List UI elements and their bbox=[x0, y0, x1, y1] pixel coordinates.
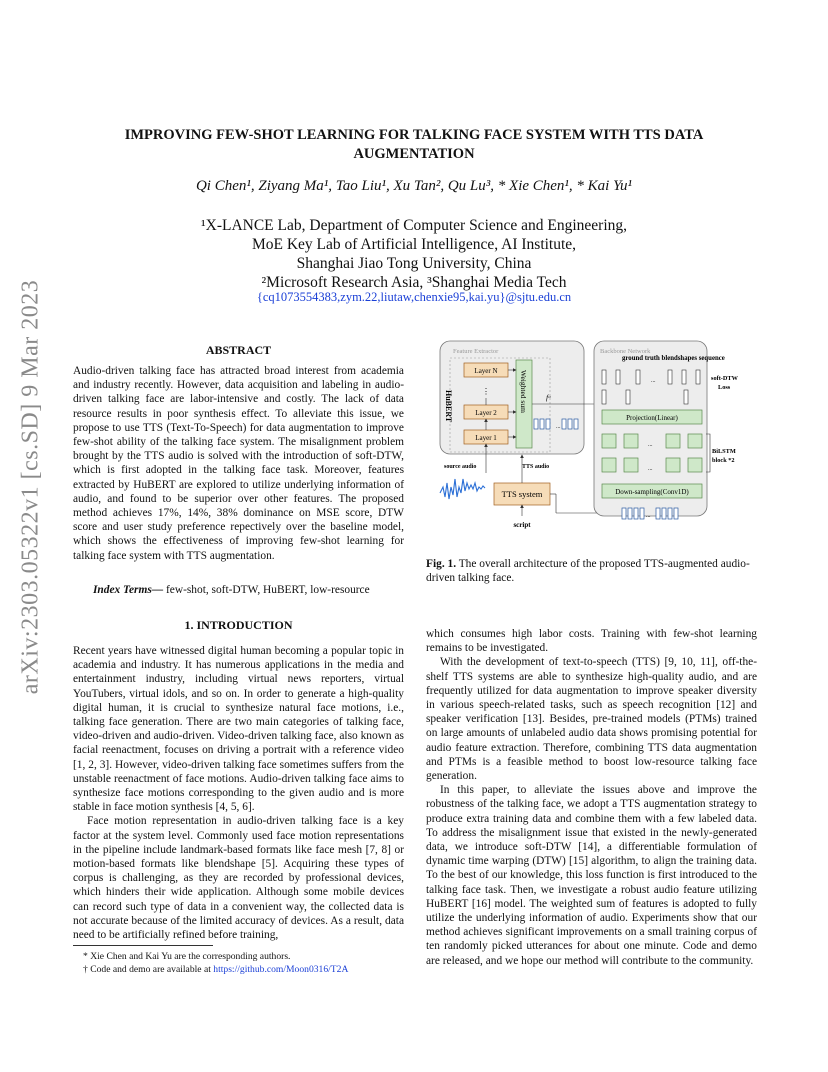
intro-heading: 1. INTRODUCTION bbox=[184, 618, 293, 632]
hubert-label: HuBERT bbox=[444, 390, 453, 423]
affil-line-2: MoE Key Lab of Artificial Intelligence, AI Institute, bbox=[251, 236, 577, 253]
figure-caption bbox=[426, 557, 757, 585]
ground-truth-label: ground truth blendshapes sequence bbox=[622, 355, 725, 362]
affil-line-1: ¹X-LANCE Lab, Department of Computer Science and Engineering, bbox=[200, 217, 628, 234]
intro-paragraph-1: Recent years have witnessed digital human becoming a popular topic in academia and industry. It has numerous applications in the media and entertainment industry, including virtual news reporters, virtual YouTubers, virtual idols, and so on. In order to generate a high-quality digital human, it is crucial to synthesize natural face motions, i.e., talking face generation. There are two main categories of talking face, video-driven and audio-driven. Video-driven talking face, also known as facial reenactment, focuses on driving a portrait with a reference video [1, 2, 3]. However, video-driven talking face sometimes suffers from the unstable reenactment of face motions. Audio-driven talking face aims to synthesize face motions corresponding to the given audio and is more stable in face motion synthesis [4, 5, 6]. bbox=[73, 645, 404, 814]
paper-title bbox=[60, 126, 768, 164]
intro-paragraph-4: With the development of text-to-speech (TTS) [9, 10, 11], off-the-shelf TTS systems are able to synthesize high-quality audio, and are frequently utilized for data augmentation to improve speaker diversity in various speech-related tasks, such as speech recognition [12] and speaker verification [13]. Besides, pre-trained models (PTMs) trained on large amounts of unlabeled audio data shows promising potential for audio feature extraction. Therefore, combining TTS data augmentation and PTMs is a feasible method to boost low-resource talking face generation. bbox=[426, 656, 757, 783]
svg-text:...: ... bbox=[648, 442, 653, 448]
tts-system-label: TTS system bbox=[501, 489, 543, 499]
intro-right bbox=[426, 627, 757, 968]
intro-paragraph-2: Face motion representation in audio-driven talking face is a key factor at the system level. Commonly used face motion representations in the pipeline include landmark-based formats like face mesh [7, 8] or motion-based formats like blendshape [5]. Acquiring these types of corpus is challenging, as they are recorded by professional devices, which hinders their wide application. Although some mobile devices can record such type of data in a convenient way, the collected data is not accurate because of the limited accuracy of devices. As a result, data need to be artificially refined before training, bbox=[73, 815, 404, 942]
index-terms-label: Index Terms— bbox=[93, 584, 164, 596]
intro-paragraph-3: which consumes high labor costs. Training with few-shot learning remains to be investigated. bbox=[426, 628, 757, 655]
intro-paragraph-5: In this paper, to alleviate the issues above and improve the robustness of the talking face, we adopt a TTS augmentation strategy to produce extra training data and combine them with a few labeled data. To address the misalignment issue that existed in the newly-generated data, we introduce soft-DTW [14], a differentiable formulation of dynamic time warping (DTW) [15] algorithm, to align the training data. To the best of our knowledge, this loss function is first introduced to the talking face task. Then, we investigate a robust audio feature utilizing HuBERT [16] model. The weighted sum of features is adopted to fully utilize the underlying information of audio. Experiments show that our method achieves significant improvements on a small training corpus of ten randomly picked utterances for about one minute. Code and demo are released, and we hope our method will contribute to the community. bbox=[426, 784, 757, 967]
arxiv-sidebar bbox=[6, 279, 56, 695]
architecture-figure bbox=[426, 338, 758, 538]
feature-extractor-label: Feature Extractor bbox=[453, 348, 499, 355]
title-line-1: IMPROVING FEW-SHOT LEARNING FOR TALKING FACE SYSTEM WITH TTS DATA bbox=[124, 127, 704, 143]
author-emails[interactable]: {cq1073554383,zym.22,liutaw,chenxie95,kai.yu}@sjtu.edu.cn bbox=[256, 290, 572, 304]
layer-n-label: Layer N bbox=[474, 367, 498, 375]
soft-dtw-label-1: soft-DTW bbox=[711, 375, 738, 382]
abstract-heading: ABSTRACT bbox=[205, 343, 272, 357]
svg-text:...: ... bbox=[651, 378, 656, 384]
affil-line-3: Shanghai Jiao Tong University, China bbox=[296, 255, 532, 272]
bilstm-label-1: BiLSTM bbox=[712, 448, 736, 455]
arxiv-id: arXiv:2303.05322v1 [cs.SD] 9 Mar 2023 bbox=[17, 279, 44, 695]
title-line-2: AUGMENTATION bbox=[353, 146, 475, 162]
caption-text: The overall architecture of the proposed TTS-augmented audio-driven talking face. bbox=[426, 558, 750, 585]
footnote-2 bbox=[73, 964, 404, 977]
intro-left bbox=[73, 644, 404, 942]
script-label: script bbox=[513, 521, 531, 529]
footnote-rule bbox=[73, 945, 213, 946]
soft-dtw-label-2: Loss bbox=[718, 384, 731, 391]
abstract-text bbox=[73, 364, 404, 563]
code-link[interactable]: https://github.com/Moon0316/T2A bbox=[213, 963, 349, 975]
projection-label: Projection(Linear) bbox=[626, 414, 678, 422]
layer-1-label: Layer 1 bbox=[475, 434, 497, 442]
svg-text:...: ... bbox=[646, 513, 651, 519]
index-terms-values: few-shot, soft-DTW, HuBERT, low-resource bbox=[163, 584, 370, 596]
author-list: Qi Chen¹, Ziyang Ma¹, Tao Liu¹, Xu Tan², Qu Lu³, * Xie Chen¹, * Kai Yu¹ bbox=[195, 178, 633, 194]
affiliations bbox=[60, 216, 768, 292]
backbone-label: Backbone Network bbox=[600, 348, 651, 355]
svg-text:...: ... bbox=[556, 424, 561, 430]
svg-text:...: ... bbox=[648, 466, 653, 472]
source-audio-label: source audio bbox=[444, 464, 477, 470]
weighted-sum-label: Weighted sum bbox=[519, 370, 528, 413]
footnote-1: * Xie Chen and Kai Yu are the corresponding authors. bbox=[83, 951, 291, 962]
tts-audio-label: TTS audio bbox=[522, 464, 550, 470]
index-terms bbox=[73, 583, 404, 597]
downsampling-label: Down-sampling(Conv1D) bbox=[615, 488, 689, 496]
svg-text:⋮: ⋮ bbox=[482, 387, 490, 396]
caption-label: Fig. 1. bbox=[426, 558, 457, 570]
footnotes bbox=[73, 951, 404, 976]
abstract-body: Audio-driven talking face has attracted broad interest from academia and industry recently. However, data acquisition and labeling in audio-driven talking face are labor-intensive and costly. The lack of data resource results in poor synthesis effect. To alleviate this issue, we propose to use TTS (Text-To-Speech) for data augmentation to improve few-shot ability of the talking face system. The misalignment problem brought by the TTS audio is solved with the introduction of soft-DTW, which is first adopted in the talking face task. Moreover, features extracted by HuBERT are explored to utilize underlying information of audio, and found to be superior over other features. The proposed method achieves 17%, 14%, 38% dominance on MSE score, DTW score and user study preference repectively over the baseline model, which shows the effectiveness of improving few-shot learning for talking face system with TTS augmentation. bbox=[73, 365, 404, 562]
affil-line-4: ²Microsoft Research Asia, ³Shanghai Media Tech bbox=[261, 274, 567, 291]
layer-2-label: Layer 2 bbox=[475, 409, 497, 417]
footnote-2-text: † Code and demo are available at bbox=[83, 963, 214, 975]
bilstm-label-2: block *2 bbox=[712, 457, 735, 464]
waveform-icon bbox=[440, 479, 485, 499]
fa-label: fᵃ bbox=[546, 393, 552, 402]
